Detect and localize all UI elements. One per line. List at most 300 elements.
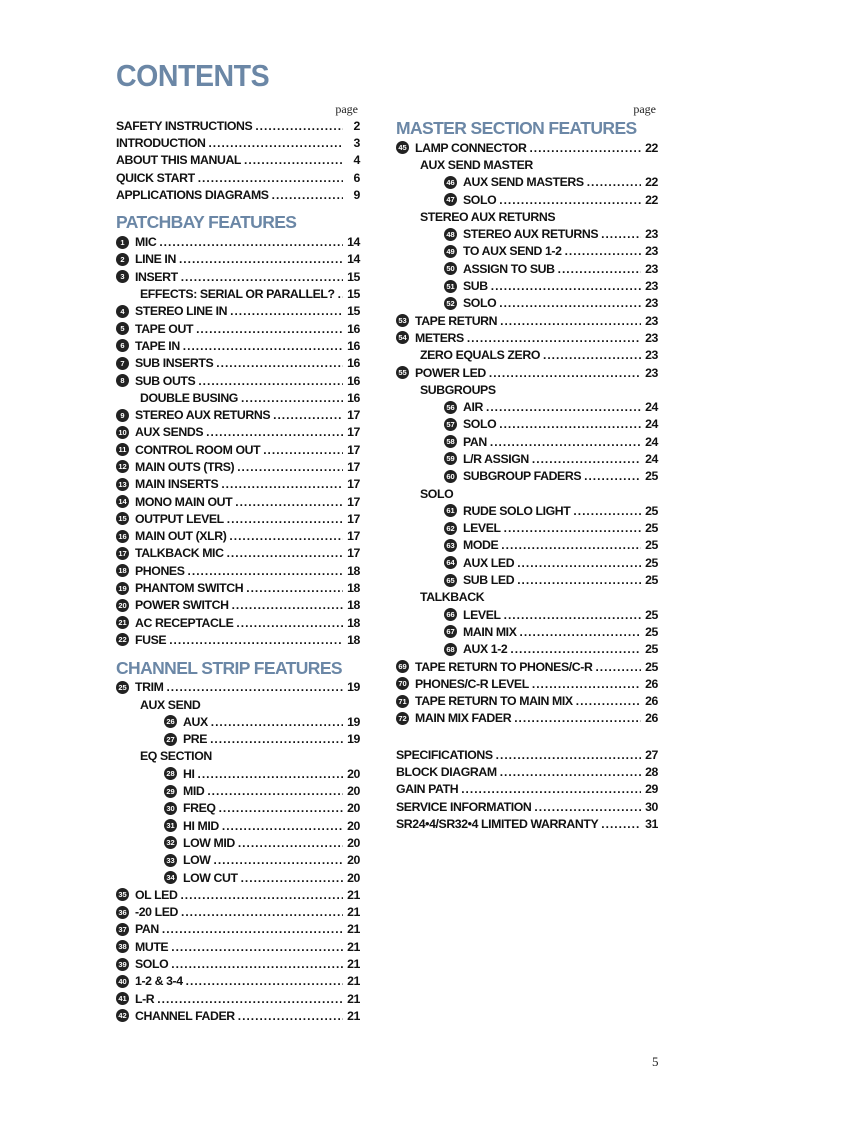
dot-leader <box>230 304 343 318</box>
item-number-badge: 19 <box>116 582 129 595</box>
dot-leader <box>263 443 343 457</box>
toc-entry-label: AC RECEPTACLE <box>135 615 234 630</box>
item-number-badge: 8 <box>116 374 129 387</box>
toc-entry-page: 26 <box>645 676 658 691</box>
toc-entry[interactable] <box>116 424 360 441</box>
item-number-badge: 20 <box>116 599 129 612</box>
toc-entry-page: 23 <box>645 365 658 380</box>
item-number-badge: 34 <box>164 871 177 884</box>
dot-leader <box>565 244 641 258</box>
toc-entry[interactable] <box>396 675 658 692</box>
toc-entry-page: 17 <box>347 546 360 561</box>
dot-leader <box>232 598 343 612</box>
item-number-badge: 61 <box>444 504 457 517</box>
toc-entry-page: 20 <box>347 853 360 868</box>
toc-entry-page: 18 <box>347 632 360 647</box>
toc-entry-page: 16 <box>347 390 360 405</box>
dot-leader <box>181 905 343 919</box>
item-number-badge: 13 <box>116 478 129 491</box>
toc-entry-label: TAPE RETURN <box>415 313 498 328</box>
item-number-badge: 14 <box>116 495 129 508</box>
item-number-badge: 2 <box>116 253 129 266</box>
toc-entry-label: ASSIGN TO SUB <box>463 261 555 276</box>
toc-entry[interactable] <box>116 510 360 527</box>
dot-leader <box>529 141 641 155</box>
toc-entry[interactable] <box>116 834 360 851</box>
toc-entry-label: AUX SENDS <box>135 425 204 440</box>
item-number-badge: 67 <box>444 625 457 638</box>
dot-leader <box>543 348 641 362</box>
toc-entry-page: 21 <box>347 1008 360 1023</box>
toc-entry-label: SOLO <box>463 417 497 432</box>
item-number-badge: 3 <box>116 270 129 283</box>
toc-entry[interactable] <box>116 869 360 886</box>
toc-entry-label: RUDE SOLO LIGHT <box>463 503 571 518</box>
toc-entry[interactable] <box>396 502 658 519</box>
toc-entry-page: 23 <box>645 227 658 242</box>
item-number-badge: 53 <box>396 314 409 327</box>
toc-entry[interactable] <box>396 208 658 225</box>
dot-leader <box>229 529 343 543</box>
toc-entry-page: 21 <box>347 957 360 971</box>
dot-leader <box>500 314 641 328</box>
toc-entry-label: SPECIFICATIONS <box>396 747 493 762</box>
dot-leader <box>510 642 641 656</box>
toc-entry[interactable] <box>396 156 658 173</box>
toc-entry[interactable] <box>396 606 658 623</box>
item-number-badge: 16 <box>116 530 129 543</box>
page-column-label: page <box>335 102 358 116</box>
dot-leader <box>222 819 343 833</box>
toc-entry[interactable] <box>396 815 658 832</box>
toc-entry-page: 24 <box>645 417 658 432</box>
toc-entry-page: 19 <box>347 732 360 747</box>
item-number-badge: 17 <box>116 547 129 560</box>
toc-entry[interactable] <box>396 623 658 640</box>
toc-entry-label: TAPE OUT <box>135 321 194 336</box>
toc-entry-label: -20 LED <box>135 905 178 920</box>
toc-entry-label: LOW CUT <box>183 870 238 885</box>
toc-entry[interactable] <box>396 312 658 329</box>
toc-entry[interactable] <box>116 921 360 938</box>
toc-entry-label: ABOUT THIS MANUAL <box>116 153 242 168</box>
page-number: 5 <box>652 1054 659 1069</box>
toc-entry-page: 19 <box>347 714 360 729</box>
toc-entry[interactable] <box>116 355 360 372</box>
toc-entry[interactable] <box>396 329 658 346</box>
toc-entry-page: 23 <box>645 296 658 311</box>
toc-entry-label: APPLICATIONS DIAGRAMS <box>116 187 269 202</box>
toc-entry[interactable] <box>116 713 360 730</box>
toc-entry[interactable] <box>116 973 360 990</box>
dot-leader <box>179 252 343 266</box>
toc-entry-label: AUX SEND MASTERS <box>463 175 584 190</box>
toc-entry-page: 20 <box>347 870 360 885</box>
toc-entry[interactable] <box>116 406 360 423</box>
toc-entry[interactable] <box>116 955 360 972</box>
toc-entry[interactable] <box>116 817 360 834</box>
toc-entry-page: 21 <box>347 939 360 954</box>
toc-entry[interactable] <box>396 433 658 450</box>
toc-entry[interactable] <box>116 441 360 458</box>
toc-entry-label: SOLO <box>135 957 169 971</box>
dot-leader <box>573 504 641 518</box>
toc-entry[interactable] <box>396 520 658 537</box>
dot-leader <box>216 356 343 370</box>
toc-entry-label: INTRODUCTION <box>116 135 206 150</box>
toc-entry[interactable] <box>396 174 658 191</box>
toc-entry-label: SUB OUTS <box>135 373 196 388</box>
dot-leader <box>210 732 343 746</box>
item-number-badge: 69 <box>396 660 409 673</box>
toc-entry-label: LOW MID <box>183 835 235 850</box>
item-number-badge: 70 <box>396 677 409 690</box>
toc-entry-label: 1-2 & 3-4 <box>135 974 183 989</box>
toc-entry[interactable] <box>116 679 360 696</box>
section-gap <box>396 727 658 746</box>
toc-entry-label: LEVEL <box>463 607 501 622</box>
toc-entry-label: HI <box>183 766 195 781</box>
item-number-badge: 4 <box>116 305 129 318</box>
toc-entry-label: POWER SWITCH <box>135 598 229 613</box>
toc-entry[interactable] <box>116 1007 360 1024</box>
toc-entry-page: 24 <box>645 400 658 415</box>
toc-entry-label: SUB LED <box>463 573 515 588</box>
dot-leader <box>517 556 641 570</box>
toc-entry-label: FUSE <box>135 632 167 647</box>
toc-entry-page: 23 <box>645 330 658 345</box>
item-number-badge: 9 <box>116 409 129 422</box>
toc-entry[interactable] <box>116 765 360 782</box>
dot-leader <box>169 633 343 647</box>
item-number-badge: 32 <box>164 836 177 849</box>
toc-entry-label: MIC <box>135 235 157 250</box>
item-number-badge: 46 <box>444 176 457 189</box>
toc-entry[interactable] <box>116 493 360 510</box>
toc-entry-label: LINE IN <box>135 252 176 267</box>
dot-leader <box>595 660 641 674</box>
toc-entry[interactable] <box>396 450 658 467</box>
dot-leader <box>171 957 343 971</box>
toc-entry[interactable] <box>116 696 360 713</box>
toc-entry[interactable] <box>116 337 360 354</box>
toc-entry[interactable] <box>396 589 658 606</box>
item-number-badge: 1 <box>116 236 129 249</box>
toc-entry[interactable] <box>116 597 360 614</box>
toc-entry-page: 23 <box>645 279 658 294</box>
toc-entry-page: 18 <box>347 581 360 596</box>
item-number-badge: 48 <box>444 228 457 241</box>
item-number-badge: 18 <box>116 564 129 577</box>
toc-entry[interactable] <box>116 903 360 920</box>
toc-entry[interactable] <box>396 243 658 260</box>
toc-entry-page: 17 <box>347 408 360 423</box>
dot-leader <box>255 119 343 133</box>
toc-entry-label: HI MID <box>183 818 219 833</box>
dot-leader <box>486 400 641 414</box>
toc-entry[interactable] <box>116 251 360 268</box>
item-number-badge: 33 <box>164 854 177 867</box>
toc-entry-label: TAPE RETURN TO MAIN MIX <box>415 694 573 709</box>
toc-entry[interactable] <box>396 658 658 675</box>
toc-entry-page: 23 <box>645 313 658 328</box>
toc-entry-page: 18 <box>347 615 360 630</box>
toc-entry-label: TAPE IN <box>135 338 180 353</box>
dot-leader <box>166 680 343 694</box>
toc-entry-page: 20 <box>347 801 360 816</box>
dot-leader <box>213 853 343 867</box>
toc-entry[interactable] <box>116 117 360 134</box>
toc-entry-page: 15 <box>347 304 360 319</box>
dot-leader <box>198 171 343 185</box>
toc-entry-page: 17 <box>347 425 360 440</box>
toc-entry-label: OL LED <box>135 887 178 902</box>
dot-leader <box>241 391 343 405</box>
dot-leader <box>499 193 641 207</box>
dot-leader <box>601 227 641 241</box>
toc-entry[interactable] <box>116 528 360 545</box>
item-number-badge: 65 <box>444 574 457 587</box>
dot-leader <box>159 235 343 249</box>
toc-entry-page: 26 <box>645 711 658 726</box>
toc-entry-label: PAN <box>135 922 159 937</box>
toc-entry[interactable] <box>396 416 658 433</box>
item-number-badge: 26 <box>164 715 177 728</box>
item-number-badge: 36 <box>116 906 129 919</box>
item-number-badge: 12 <box>116 460 129 473</box>
item-number-badge: 47 <box>444 193 457 206</box>
dot-leader <box>198 374 343 388</box>
dot-leader <box>338 287 343 301</box>
toc-entry-label: TAPE RETURN TO PHONES/C-R <box>415 659 593 674</box>
toc-entry-label: MAIN MIX FADER <box>415 711 512 726</box>
item-number-badge: 60 <box>444 470 457 483</box>
toc-entry[interactable] <box>116 782 360 799</box>
toc-entry-label: L/R ASSIGN <box>463 451 529 466</box>
item-number-badge: 5 <box>116 322 129 335</box>
toc-entry[interactable] <box>396 468 658 485</box>
dot-leader <box>227 546 343 560</box>
toc-entry[interactable] <box>116 186 360 203</box>
item-number-badge: 28 <box>164 767 177 780</box>
dot-leader <box>496 748 641 762</box>
item-number-badge: 58 <box>444 435 457 448</box>
toc-entry[interactable] <box>396 139 658 156</box>
dot-leader <box>211 715 343 729</box>
toc-entry[interactable] <box>396 347 658 364</box>
toc-entry[interactable] <box>396 364 658 381</box>
item-number-badge: 40 <box>116 975 129 988</box>
toc-entry[interactable] <box>116 631 360 648</box>
dot-leader <box>244 153 343 167</box>
dot-leader <box>181 270 343 284</box>
dot-leader <box>500 765 641 779</box>
dot-leader <box>534 800 641 814</box>
toc-entry[interactable] <box>396 763 658 780</box>
toc-entry[interactable] <box>116 886 360 903</box>
toc-entry-label: EQ SECTION <box>140 749 212 764</box>
toc-entry-page: 16 <box>347 321 360 336</box>
toc-entry-page: 24 <box>645 434 658 449</box>
dot-leader <box>208 136 343 150</box>
toc-entry[interactable] <box>116 268 360 285</box>
toc-entry[interactable] <box>116 800 360 817</box>
toc-entry[interactable] <box>396 225 658 242</box>
toc-entry-page: 14 <box>347 252 360 267</box>
toc-entry-label: AUX SEND MASTER <box>420 157 533 172</box>
dot-leader <box>532 452 641 466</box>
dot-leader <box>504 521 641 535</box>
toc-entry[interactable] <box>116 731 360 748</box>
toc-entry[interactable] <box>116 152 360 169</box>
item-number-badge: 68 <box>444 643 457 656</box>
toc-entry[interactable] <box>396 746 658 763</box>
item-number-badge: 10 <box>116 426 129 439</box>
dot-leader <box>186 974 343 988</box>
toc-entry-page: 17 <box>347 459 360 474</box>
toc-entry[interactable] <box>116 579 360 596</box>
toc-entry-label: SERVICE INFORMATION <box>396 799 532 814</box>
toc-entry[interactable] <box>396 710 658 727</box>
dot-leader <box>491 279 641 293</box>
toc-entry-label: TO AUX SEND 1-2 <box>463 244 562 259</box>
toc-entry-page: 25 <box>645 659 658 674</box>
toc-entry[interactable] <box>116 852 360 869</box>
toc-entry-label: CONTROL ROOM OUT <box>135 442 261 457</box>
toc-entry-page: 20 <box>347 835 360 850</box>
dot-leader <box>237 460 343 474</box>
dot-leader <box>467 331 641 345</box>
toc-entry[interactable] <box>116 748 360 765</box>
toc-entry-label: STEREO AUX RETURNS <box>463 227 599 242</box>
toc-entry-label: AUX <box>183 714 208 729</box>
toc-entry[interactable] <box>116 303 360 320</box>
toc-entry-label: LEVEL <box>463 521 501 536</box>
dot-leader <box>207 784 343 798</box>
toc-entry[interactable] <box>116 614 360 631</box>
toc-entry[interactable] <box>396 398 658 415</box>
toc-entry[interactable] <box>116 233 360 250</box>
toc-entry[interactable] <box>396 641 658 658</box>
item-number-badge: 30 <box>164 802 177 815</box>
dot-leader <box>273 408 343 422</box>
toc-entry[interactable] <box>116 372 360 389</box>
toc-entry[interactable] <box>396 295 658 312</box>
toc-right-column <box>396 102 658 833</box>
toc-entry-label: PAN <box>463 434 487 449</box>
item-number-badge: 29 <box>164 785 177 798</box>
toc-entry[interactable] <box>116 169 360 186</box>
page-title: CONTENTS <box>116 58 270 93</box>
toc-entry[interactable] <box>396 571 658 588</box>
item-number-badge: 63 <box>444 539 457 552</box>
toc-entry-page: 25 <box>645 469 658 484</box>
toc-entry-label: SUBGROUPS <box>420 382 496 397</box>
toc-entry-page: 27 <box>645 747 658 762</box>
toc-entry-page: 21 <box>347 922 360 937</box>
dot-leader <box>576 694 641 708</box>
toc-entry-page: 15 <box>347 287 360 302</box>
item-number-badge: 42 <box>116 1009 129 1022</box>
toc-entry-label: QUICK START <box>116 170 195 185</box>
toc-entry[interactable] <box>116 938 360 955</box>
toc-entry[interactable] <box>396 537 658 554</box>
toc-entry-page: 25 <box>645 573 658 588</box>
toc-entry-page: 22 <box>645 140 658 155</box>
toc-entry-page: 26 <box>645 694 658 709</box>
toc-entry-label: CHANNEL FADER <box>135 1008 235 1023</box>
toc-entry-page: 29 <box>645 782 658 797</box>
toc-entry-label: SAFETY INSTRUCTIONS <box>116 118 253 133</box>
toc-entry-page: 18 <box>347 598 360 613</box>
toc-entry[interactable] <box>116 389 360 406</box>
dot-leader <box>489 366 641 380</box>
item-number-badge: 72 <box>396 712 409 725</box>
toc-entry-label: SOLO <box>463 296 497 311</box>
toc-entry[interactable] <box>396 260 658 277</box>
toc-entry-label: PHANTOM SWITCH <box>135 581 244 596</box>
toc-entry-label: TALKBACK MIC <box>135 546 224 561</box>
toc-entry-page: 25 <box>645 555 658 570</box>
toc-entry-page: 23 <box>645 261 658 276</box>
toc-entry[interactable] <box>396 277 658 294</box>
toc-entry[interactable] <box>396 693 658 710</box>
toc-entry-label: SOLO <box>420 486 454 501</box>
toc-entry[interactable] <box>396 485 658 502</box>
toc-entry[interactable] <box>116 320 360 337</box>
item-number-badge: 6 <box>116 339 129 352</box>
toc-entry[interactable] <box>116 562 360 579</box>
toc-entry[interactable] <box>116 285 360 302</box>
toc-entry[interactable] <box>116 990 360 1007</box>
toc-entry[interactable] <box>396 781 658 798</box>
toc-entry-label: SUBGROUP FADERS <box>463 469 582 484</box>
toc-entry-label: POWER LED <box>415 365 486 380</box>
toc-entry-page: 20 <box>347 784 360 799</box>
item-number-badge: 11 <box>116 443 129 456</box>
page-column-label: page <box>633 102 656 116</box>
item-number-badge: 49 <box>444 245 457 258</box>
toc-entry-page: 25 <box>645 642 658 657</box>
dot-leader <box>558 262 641 276</box>
toc-entry-label: MAIN OUTS (TRS) <box>135 459 235 474</box>
dot-leader <box>272 188 343 202</box>
toc-entry-page: 16 <box>347 356 360 371</box>
toc-entry-page: 21 <box>347 905 360 920</box>
toc-entry-page: 16 <box>347 373 360 388</box>
toc-entry[interactable] <box>396 381 658 398</box>
toc-entry[interactable] <box>116 458 360 475</box>
item-number-badge: 15 <box>116 512 129 525</box>
toc-left-list <box>116 117 360 1025</box>
toc-entry[interactable] <box>396 554 658 571</box>
dot-leader <box>188 564 343 578</box>
toc-entry[interactable] <box>396 191 658 208</box>
toc-entry[interactable] <box>396 798 658 815</box>
toc-entry[interactable] <box>116 545 360 562</box>
toc-entry-label: OUTPUT LEVEL <box>135 511 224 526</box>
section-heading: MASTER SECTION FEATURES <box>396 118 637 138</box>
toc-entry-page: 17 <box>347 477 360 492</box>
toc-entry-page: 4 <box>353 153 360 168</box>
item-number-badge: 22 <box>116 633 129 646</box>
toc-entry[interactable] <box>116 476 360 493</box>
toc-entry-label: TRIM <box>135 680 164 695</box>
item-number-badge: 52 <box>444 297 457 310</box>
toc-entry-label: PRE <box>183 732 208 747</box>
toc-entry[interactable] <box>116 134 360 151</box>
toc-entry-label: STEREO AUX RETURNS <box>135 408 271 423</box>
